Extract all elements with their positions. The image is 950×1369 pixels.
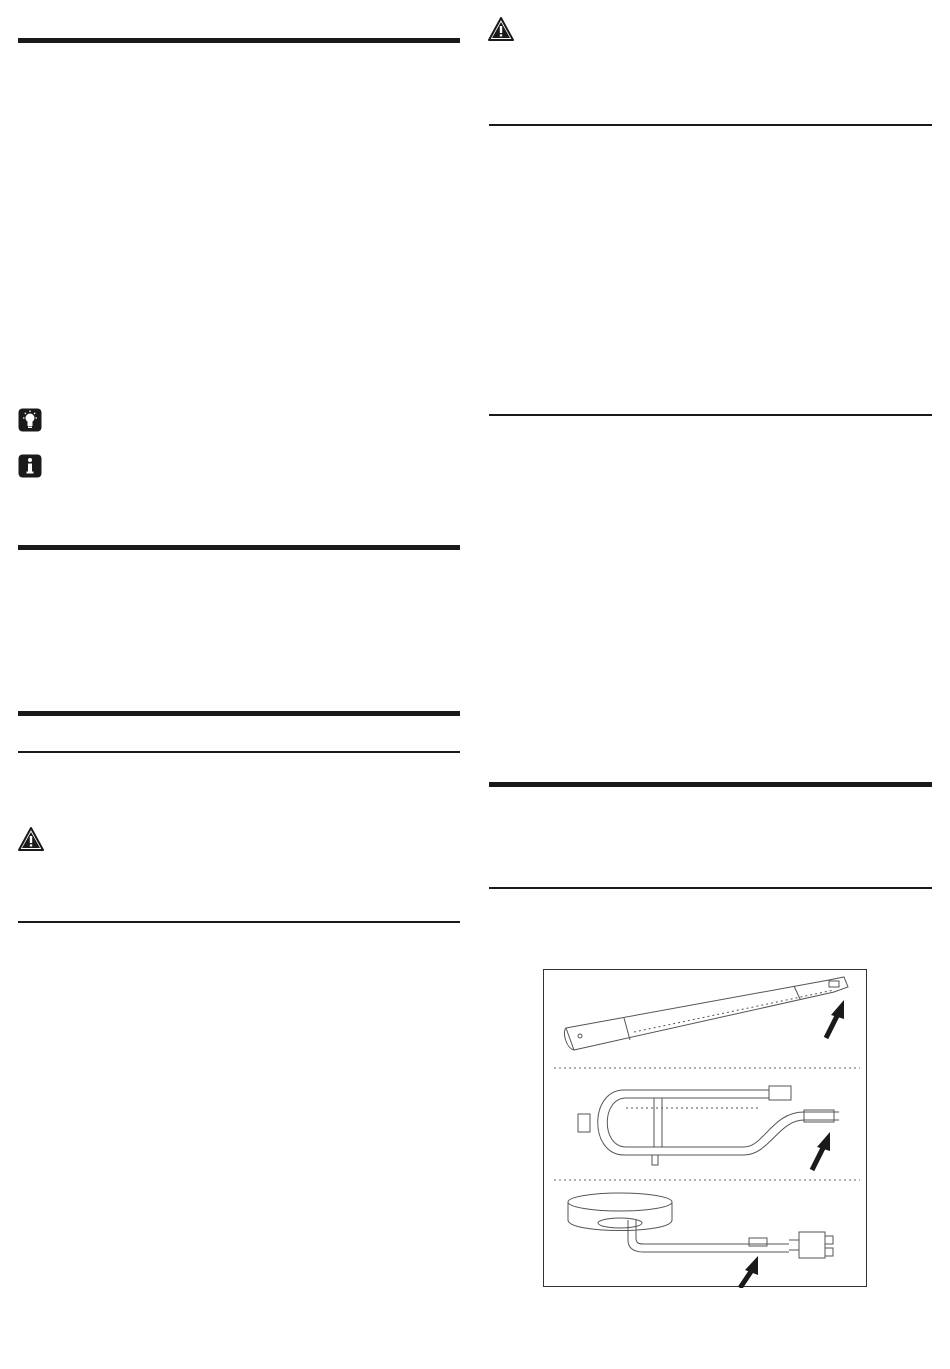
section-divider-1 xyxy=(18,38,460,43)
section-divider-2 xyxy=(18,545,460,550)
arrow xyxy=(740,1256,758,1288)
warning-triangle-icon xyxy=(488,17,514,46)
section-divider-4 xyxy=(489,782,932,787)
arrow xyxy=(826,1000,844,1038)
subsection-divider-5 xyxy=(489,887,932,889)
info-icon xyxy=(18,454,42,483)
arrow xyxy=(812,1132,830,1170)
straight-tube-burner xyxy=(564,977,848,1050)
subsection-divider-1 xyxy=(18,751,460,753)
u-shaped-burner xyxy=(578,1086,839,1165)
section-divider-3 xyxy=(18,711,460,716)
warning-triangle-icon xyxy=(18,827,44,856)
subsection-divider-2 xyxy=(18,921,460,923)
lightbulb-icon xyxy=(18,408,42,437)
round-burner-with-tube xyxy=(568,1193,833,1258)
subsection-divider-4 xyxy=(489,414,932,416)
burner-figure xyxy=(543,969,867,1287)
subsection-divider-3 xyxy=(489,124,932,126)
